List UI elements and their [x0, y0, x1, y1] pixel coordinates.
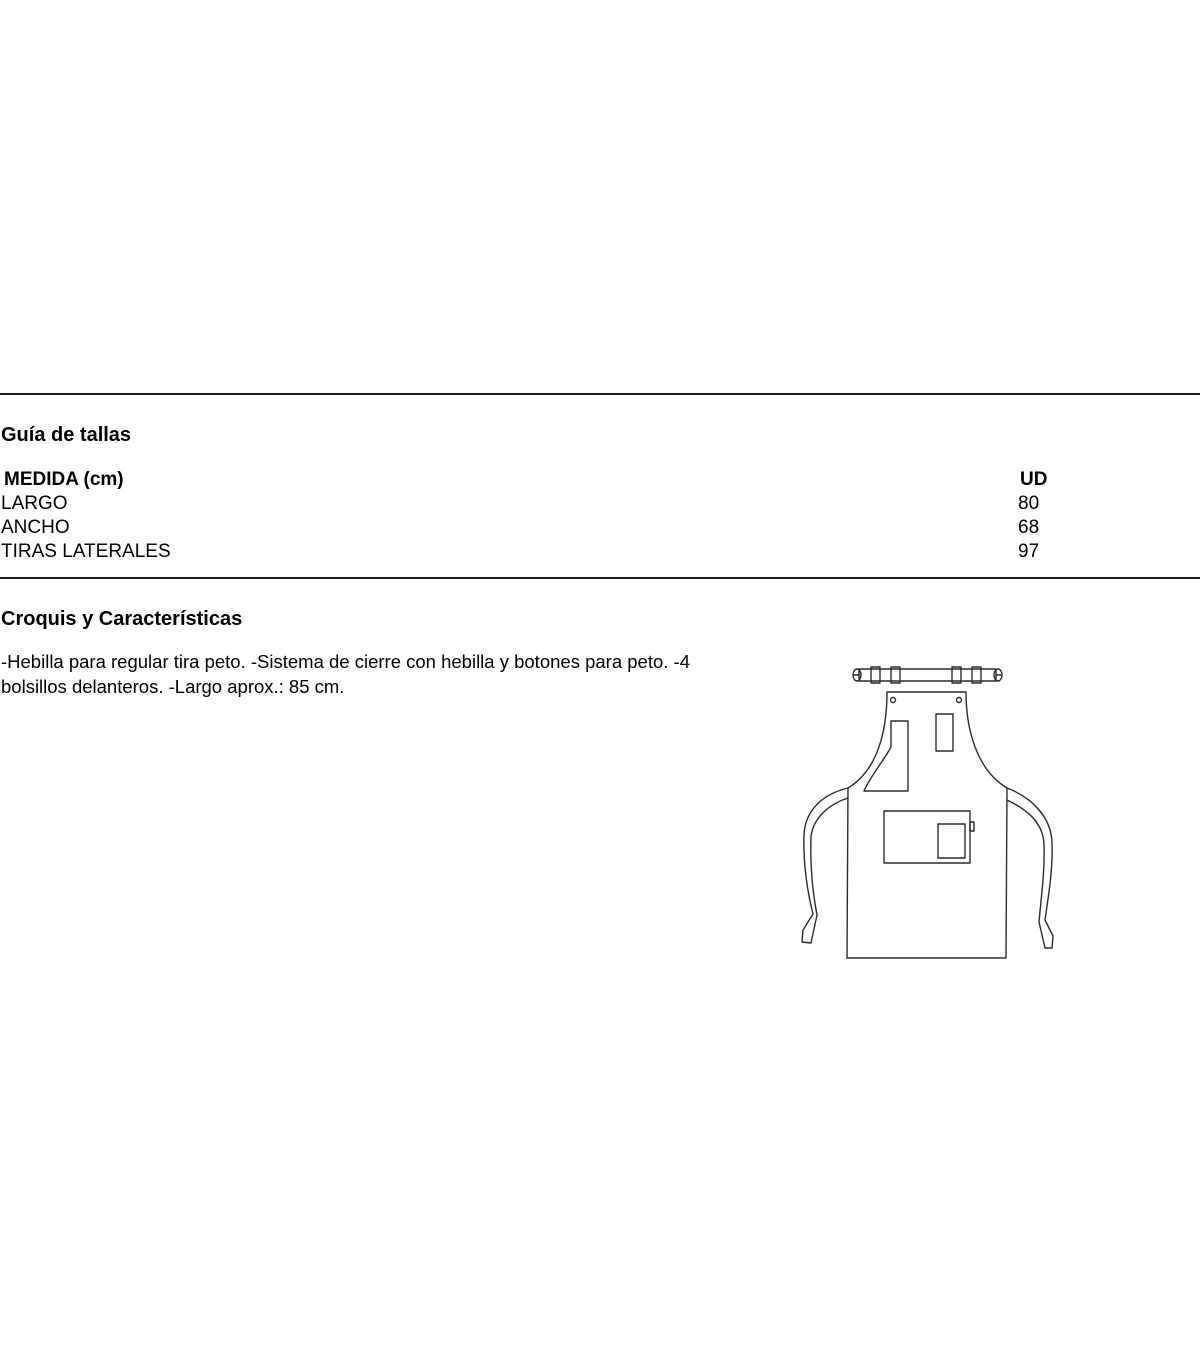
unit-column-header: UD	[1020, 469, 1048, 490]
table-row	[1, 516, 1061, 540]
measure-label: LARGO	[1, 493, 68, 514]
measure-label: TIRAS LATERALES	[1, 541, 171, 562]
lower-pocket	[884, 811, 970, 863]
measure-value: 68	[1018, 517, 1040, 538]
measure-value: 80	[1018, 493, 1040, 514]
inner-pocket	[938, 824, 965, 858]
measure-column-header: MEDIDA (cm)	[4, 469, 124, 490]
size-table-header	[1, 468, 1061, 492]
size-guide-title: Guía de tallas	[1, 424, 132, 446]
side-ties	[802, 788, 1053, 948]
middle-divider	[0, 577, 1200, 579]
neck-strap	[853, 667, 1002, 683]
measure-label: ANCHO	[1, 517, 70, 538]
top-divider	[0, 393, 1200, 395]
measure-value: 97	[1018, 541, 1040, 562]
upper-right-pocket	[936, 714, 953, 751]
sketch-section-title: Croquis y Características	[1, 608, 243, 630]
apron-body	[847, 692, 1007, 958]
apron-sketch	[795, 660, 1060, 965]
upper-left-pocket	[864, 721, 908, 791]
table-row	[1, 540, 1061, 564]
table-row	[1, 492, 1061, 516]
features-description: -Hebilla para regular tira peto. -Sistema de cierre con hebilla y botones para peto. -4 bolsillos delanteros. -Largo aprox.: 85 cm.	[1, 651, 690, 697]
size-table	[1, 468, 1061, 564]
